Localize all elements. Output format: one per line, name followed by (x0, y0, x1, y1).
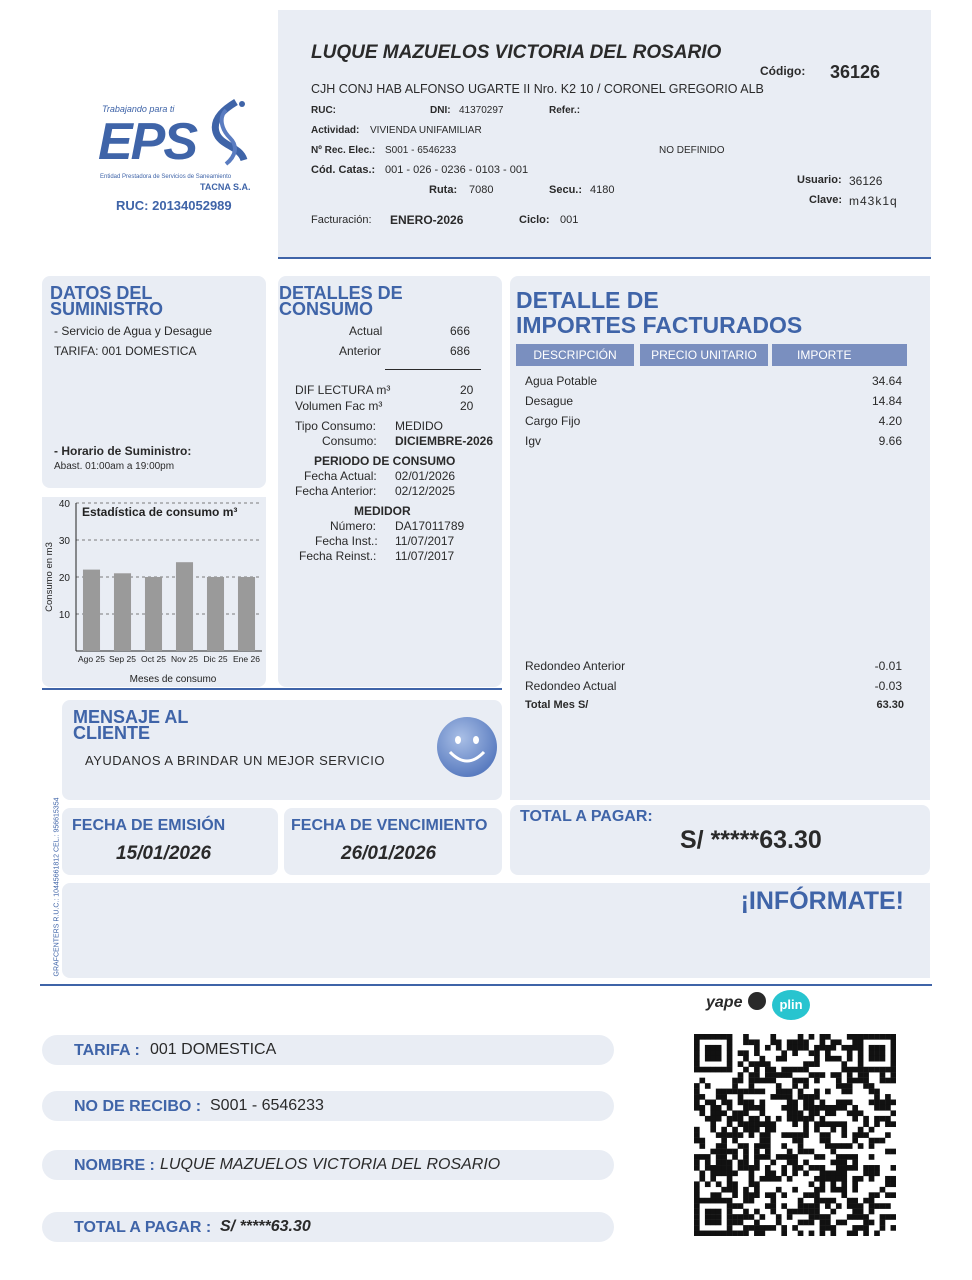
tipo-label: Tipo Consumo: (295, 419, 376, 433)
redondeo-ant-value: -0.01 (874, 659, 902, 673)
ruta-value: 7080 (469, 184, 494, 196)
footer-tarifa (42, 1035, 614, 1065)
redondeo-ant-label: Redondeo Anterior (525, 659, 626, 673)
facturacion-value: ENERO-2026 (390, 213, 464, 227)
mensaje-title-1: MENSAJE AL (73, 707, 189, 727)
secu-value: 4180 (590, 184, 615, 196)
horario-label: - Horario de Suministro: (54, 444, 192, 458)
importe-value: 9.66 (878, 434, 902, 448)
numero-value: DA17011789 (395, 519, 465, 533)
smiley-icon (436, 716, 498, 778)
logo-ruc: RUC: 20134052989 (116, 198, 232, 213)
importe-desc: Desague (525, 394, 574, 408)
actual-label: Actual (349, 324, 383, 338)
anterior-label: Anterior (339, 344, 382, 358)
footer-nombre-label: NOMBRE : (74, 1157, 155, 1174)
mensaje-text: AYUDANOS A BRINDAR UN MEJOR SERVICIO (85, 753, 385, 768)
header-divider (278, 257, 931, 259)
fecha-reinst-value: 11/07/2017 (395, 549, 455, 563)
dni-label: DNI: (430, 105, 451, 116)
logo-water-icon (196, 98, 252, 170)
total-label: TOTAL A PAGAR: (520, 808, 653, 825)
qr-code (694, 1034, 896, 1236)
chart-xtick-label: Dic 25 (203, 654, 228, 664)
footer-recibo-value: S001 - 6546233 (210, 1097, 324, 1114)
chart-bar (176, 562, 193, 651)
catas-value: 001 - 026 - 0236 - 0103 - 001 (385, 164, 529, 176)
importe-value: 34.64 (871, 374, 902, 388)
redondeo-act-label: Redondeo Actual (525, 679, 617, 693)
importe-value: 14.84 (871, 394, 902, 408)
medidor-title: MEDIDOR (354, 504, 411, 518)
vol-label: Volumen Fac m³ (295, 399, 383, 413)
dni-value: 41370297 (459, 105, 504, 116)
customer-name: LUQUE MAZUELOS VICTORIA DEL ROSARIO (311, 42, 722, 63)
consumo-title-2: CONSUMO (279, 299, 373, 319)
consumo-title-1: DETALLES DE (279, 283, 403, 303)
chart-xtick-label: Oct 25 (140, 654, 167, 664)
importe-desc: Cargo Fijo (525, 414, 581, 428)
chart-title: Estadística de consumo m³ (82, 505, 238, 519)
fecha-anterior-label: Fecha Anterior: (295, 484, 377, 498)
fecha-anterior-value: 02/12/2025 (395, 484, 456, 498)
footer-divider (40, 984, 932, 986)
fecha-inst-label: Fecha Inst.: (315, 534, 378, 548)
no-definido: NO DEFINIDO (659, 145, 725, 156)
nrec-label: Nº Rec. Elec.: (311, 145, 376, 156)
yape-text: yape (706, 994, 743, 1011)
consumo-month-value: DICIEMBRE-2026 (395, 434, 494, 448)
dif-label: DIF LECTURA m³ (295, 383, 391, 397)
yape-badge-icon (748, 992, 766, 1010)
importe-desc: Igv (525, 434, 542, 448)
periodo-title: PERIODO DE CONSUMO (314, 454, 456, 468)
consumo-rule (385, 369, 481, 370)
footer-nombre-value: LUQUE MAZUELOS VICTORIA DEL ROSARIO (160, 1156, 501, 1173)
importes-title-2: IMPORTES FACTURADOS (516, 312, 803, 338)
fecha-actual-value: 02/01/2026 (395, 469, 456, 483)
dif-value: 20 (460, 383, 474, 397)
side-text: GRAFCENTERS R.U.C.: 10445661812 CEL.: 956615354 (53, 797, 61, 977)
chart-bar (207, 577, 224, 651)
catas-label: Cód. Catas.: (311, 164, 376, 176)
importe-desc: Agua Potable (525, 374, 598, 388)
logo-subtitle: Entidad Prestadora de Servicios de Saneamiento (100, 174, 232, 180)
footer-total (42, 1212, 614, 1242)
chart-bar (83, 570, 100, 651)
vol-value: 20 (460, 399, 474, 413)
footer-tarifa-label: TARIFA : (74, 1042, 140, 1059)
emision-label: FECHA DE EMISIÓN (72, 817, 226, 834)
actividad-label: Actividad: (311, 125, 360, 136)
tipo-value: MEDIDO (395, 419, 443, 433)
col-descripcion: DESCRIPCIÓN (516, 344, 634, 366)
yape-logo (706, 992, 766, 1018)
chart-xtick-label: Ene 26 (233, 654, 260, 664)
ruta-label: Ruta: (429, 184, 458, 196)
chart-x-label: Meses de consumo (129, 674, 217, 685)
actual-value: 666 (450, 324, 471, 338)
importe-value: 4.20 (878, 414, 902, 428)
mensaje-title-2: CLIENTE (73, 723, 151, 743)
usuario-label: Usuario: (797, 174, 842, 186)
chart-xtick-label: Sep 25 (109, 654, 136, 664)
chart-bar (238, 577, 255, 651)
clave-label: Clave: (809, 194, 843, 206)
footer-total-value: S/ *****63.30 (220, 1218, 311, 1235)
vencimiento-label: FECHA DE VENCIMIENTO (291, 817, 488, 834)
chart-bar (114, 573, 131, 651)
logo (96, 98, 256, 218)
suministro-title-2: SUMINISTRO (50, 299, 164, 319)
footer-total-label: TOTAL A PAGAR : (74, 1219, 212, 1236)
chart-xtick-label: Nov 25 (171, 654, 198, 664)
chart-ytick-label: 10 (58, 610, 70, 621)
ruc-label: RUC: (311, 105, 336, 116)
total-value: S/ *****63.30 (680, 826, 822, 854)
col-importe: IMPORTE (772, 344, 907, 366)
total-mes-label: Total Mes S/ (525, 699, 589, 711)
facturacion-label: Facturación: (311, 214, 372, 226)
suministro-title-1: DATOS DEL (50, 283, 153, 303)
chart-y-label: Consumo en m3 (44, 542, 55, 612)
anterior-value: 686 (450, 344, 471, 358)
nrec-value: S001 - 6546233 (385, 145, 457, 156)
refer-label: Refer.: (549, 105, 581, 116)
total-mes-value: 63.30 (876, 699, 904, 711)
usuario-value: 36126 (849, 174, 883, 188)
tarifa: TARIFA: 001 DOMESTICA (54, 344, 197, 358)
actividad-value: VIVIENDA UNIFAMILIAR (370, 125, 482, 136)
consumo-month-label: Consumo: (322, 434, 377, 448)
vencimiento-value: 26/01/2026 (341, 843, 437, 864)
redondeo-act-value: -0.03 (874, 679, 902, 693)
mid-divider (42, 688, 502, 690)
clave-value: m43k1q (849, 194, 898, 208)
footer-tarifa-value: 001 DOMESTICA (150, 1041, 277, 1058)
secu-label: Secu.: (549, 184, 583, 196)
footer-nombre (42, 1150, 614, 1180)
ciclo-value: 001 (560, 214, 579, 226)
footer-recibo (42, 1091, 614, 1121)
chart-ytick-label: 30 (58, 536, 70, 547)
footer-recibo-label: NO DE RECIBO : (74, 1098, 202, 1115)
numero-label: Número: (330, 519, 377, 533)
consumption-chart (42, 497, 266, 687)
chart-xtick-label: Ago 25 (78, 654, 105, 664)
servicio: - Servicio de Agua y Desague (54, 324, 213, 338)
address: CJH CONJ HAB ALFONSO UGARTE II Nro. K2 10 / CORONEL GREGORIO ALB (311, 82, 764, 96)
chart-bar (145, 577, 162, 651)
codigo-value: 36126 (830, 62, 881, 82)
ciclo-label: Ciclo: (519, 214, 550, 226)
logo-tagline: Trabajando para ti (102, 104, 175, 114)
fecha-inst-value: 11/07/2017 (395, 534, 455, 548)
plin-text: plin (779, 997, 803, 1012)
codigo-label: Código: (760, 64, 806, 78)
fecha-actual-label: Fecha Actual: (304, 469, 377, 483)
plin-logo (772, 990, 810, 1020)
chart-ytick-label: 20 (58, 573, 70, 584)
fecha-reinst-label: Fecha Reinst.: (299, 549, 377, 563)
horario-value: Abast. 01:00am a 19:00pm (54, 461, 175, 472)
importes-title-1: DETALLE DE (516, 287, 659, 313)
logo-letters: EPS (98, 113, 197, 171)
col-precio: PRECIO UNITARIO (640, 344, 768, 366)
logo-city: TACNA S.A. (200, 182, 251, 192)
informate-title: ¡INFÓRMATE! (740, 887, 904, 915)
chart-ytick-label: 40 (58, 499, 70, 510)
emision-value: 15/01/2026 (116, 843, 212, 864)
